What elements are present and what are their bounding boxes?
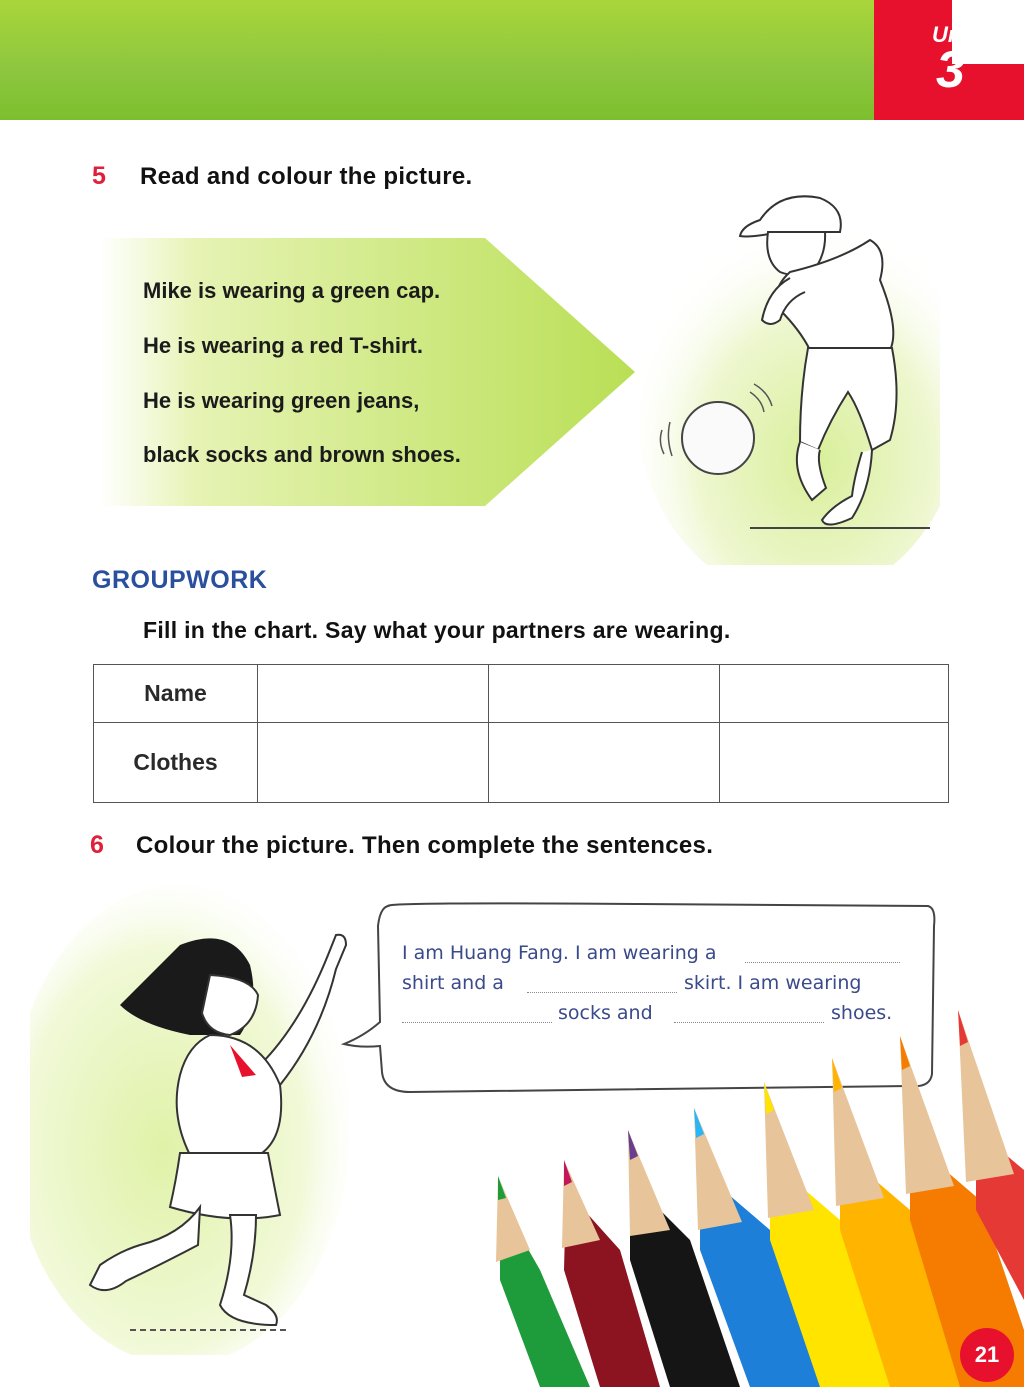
chart-label-name: Name xyxy=(94,665,258,723)
blank-shirt-colour[interactable] xyxy=(745,962,900,963)
text-line-1: Mike is wearing a green cap. xyxy=(143,278,441,303)
bubble-text-5: shoes. xyxy=(831,1002,893,1024)
exercise-6-number: 6 xyxy=(90,831,104,859)
text-line-2: He is wearing a red T-shirt. xyxy=(143,333,423,358)
colour-pencils-illustration xyxy=(480,1000,1024,1387)
chart-cell[interactable] xyxy=(489,723,720,803)
bubble-text-2: shirt and a xyxy=(402,972,504,994)
exercise-6-instruction: Colour the picture. Then complete the sentences. xyxy=(136,832,714,859)
chart-cell[interactable] xyxy=(258,665,489,723)
exercise-5-instruction: Read and colour the picture. xyxy=(140,163,473,190)
chart-cell[interactable] xyxy=(720,665,949,723)
exercise-5-number: 5 xyxy=(92,162,106,190)
chart-row-name xyxy=(94,665,949,723)
chart-cell[interactable] xyxy=(489,665,720,723)
text-line-4: black socks and brown shoes. xyxy=(143,442,461,467)
bubble-text-1: I am Huang Fang. I am wearing a xyxy=(402,942,717,964)
unit-tab xyxy=(874,0,1024,120)
page-number: 21 xyxy=(960,1328,1014,1382)
chart-cell[interactable] xyxy=(258,723,489,803)
groupwork-instruction: Fill in the chart. Say what your partners are wearing. xyxy=(143,617,731,643)
mike-kicking-ball-illustration xyxy=(640,160,940,565)
huang-fang-illustration xyxy=(30,885,360,1355)
unit-number: 3 xyxy=(936,41,965,99)
top-banner xyxy=(0,0,874,120)
text-line-3: He is wearing green jeans, xyxy=(143,388,420,413)
groupwork-title: GROUPWORK xyxy=(92,566,268,594)
bubble-text-4: socks and xyxy=(558,1002,653,1024)
chart-label-clothes: Clothes xyxy=(94,723,258,803)
bubble-text-3: skirt. I am wearing xyxy=(684,972,862,994)
groupwork-chart xyxy=(93,664,949,803)
chart-row-clothes xyxy=(94,723,949,803)
unit-word: Un xyxy=(932,22,962,47)
chart-cell[interactable] xyxy=(720,723,949,803)
blank-skirt-colour[interactable] xyxy=(527,992,677,993)
